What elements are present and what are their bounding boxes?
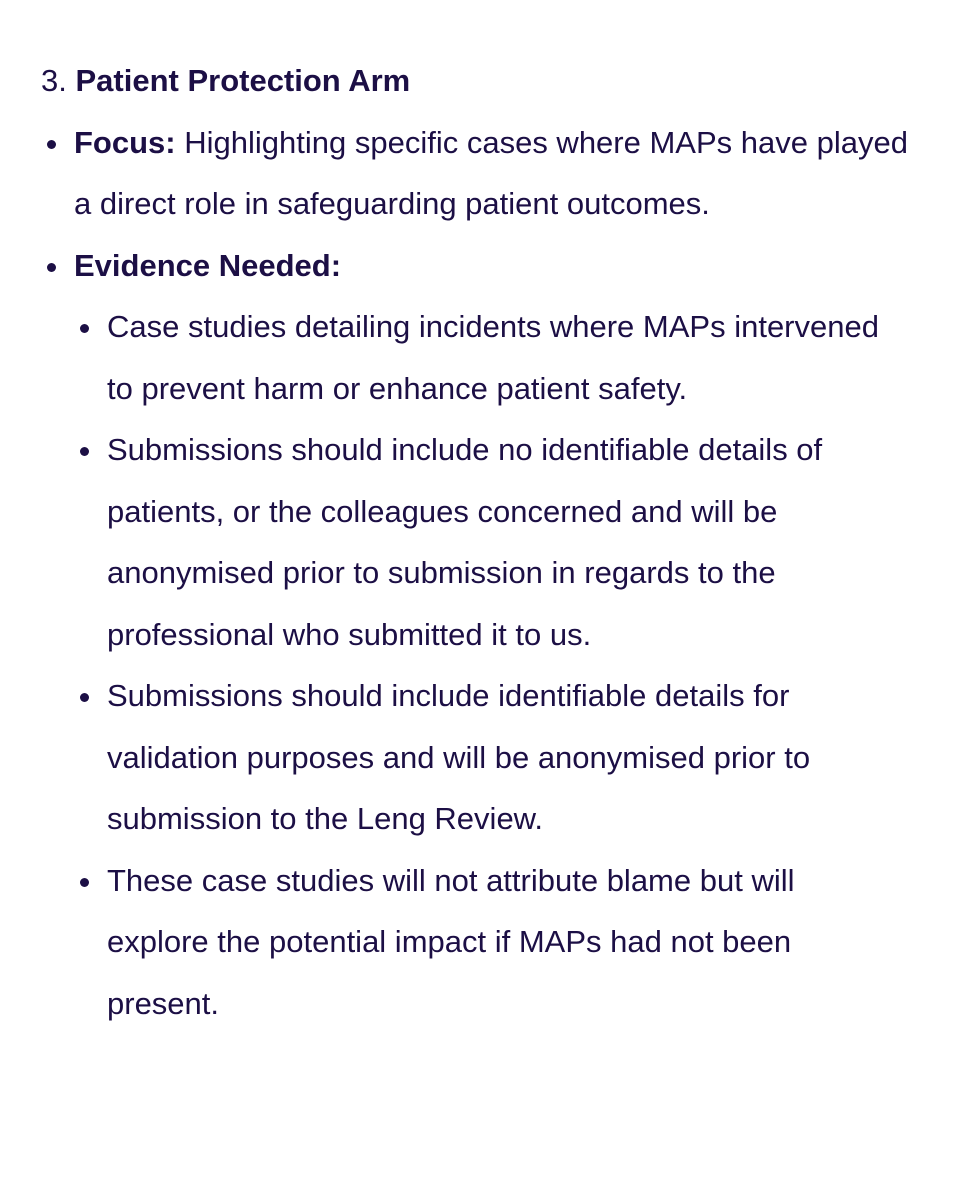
section-title: Patient Protection Arm: [75, 63, 411, 98]
evidence-label: Evidence Needed:: [74, 247, 342, 283]
evidence-item-no-identifiable-details: Submissions should include no identifiable details of patients, or the colleagues concerned and will be anonymised prior to submission in regards to the professional who submitted it to us.: [0, 419, 922, 665]
section-heading: [0, 50, 962, 112]
evidence-item-case-studies: Case studies detailing incidents where MAPs intervened to prevent harm or enhance patient safety.: [0, 296, 922, 419]
list-item-evidence: [0, 235, 962, 1035]
focus-text: Highlighting specific cases where MAPs have played a direct role in safeguarding patient outcomes.: [74, 124, 908, 221]
section-number: 3.: [41, 63, 67, 98]
bullet-list: [0, 112, 962, 1035]
list-item-focus: [0, 112, 962, 235]
focus-label: Focus:: [74, 124, 176, 160]
evidence-item-identifiable-details: Submissions should include identifiable details for validation purposes and will be anonymised prior to submission to the Leng Review.: [0, 665, 922, 850]
evidence-item-no-blame: These case studies will not attribute blame but will explore the potential impact if MAPs had not been present.: [0, 850, 922, 1035]
evidence-sublist: [0, 296, 922, 1034]
document-content: [0, 50, 962, 1034]
